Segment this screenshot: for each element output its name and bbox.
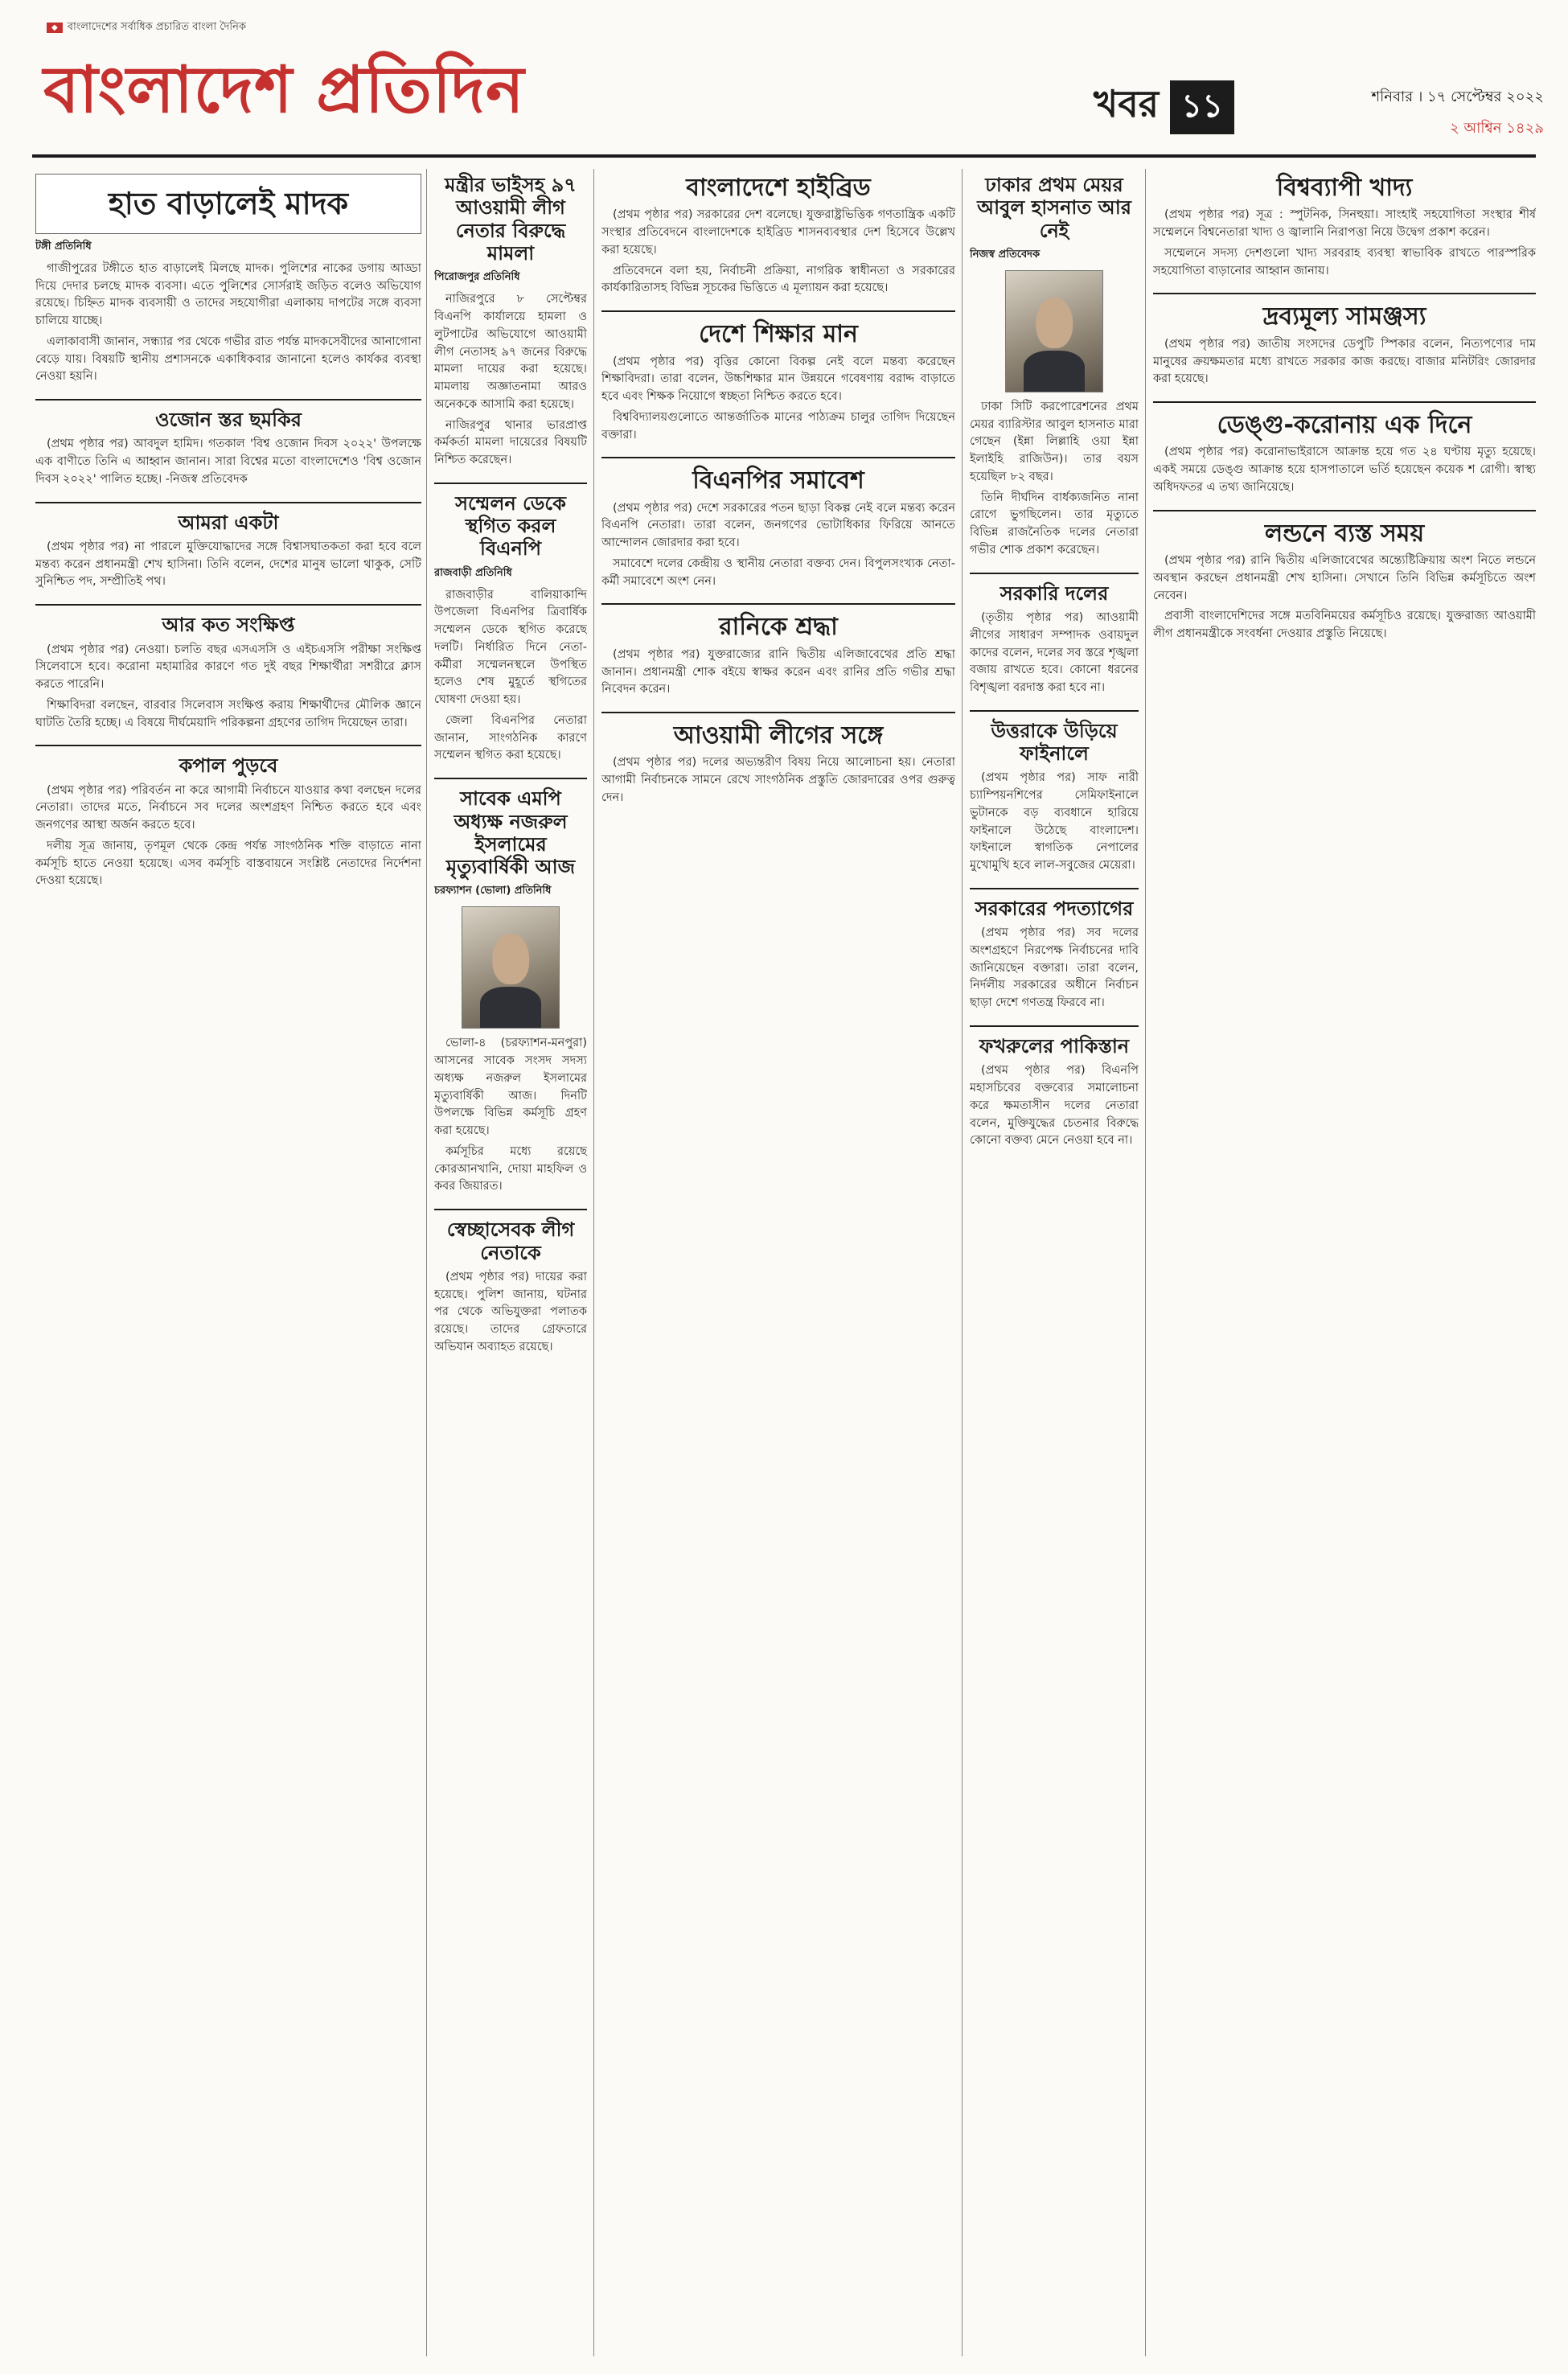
article-body bbox=[434, 1035, 587, 1196]
article-headline: দ্রব্যমূল্য সামঞ্জস্য bbox=[1262, 302, 1426, 331]
portrait-body bbox=[480, 987, 542, 1028]
paragraph: (প্রথম পৃষ্ঠার পর) সরকারের দেশ বলেছে। যুক্তরাষ্ট্রভিত্তিক গণতান্ত্রিক একটি সংস্থার প্রতিবেদনে বাংলাদেশকে হাইব্রিড শাসনব্যবস্থার দেশ হিসেবে উল্লেখ করা হয়েছে। bbox=[601, 208, 955, 257]
column-2 bbox=[434, 169, 587, 2356]
paragraph: ঢাকা সিটি করপোরেশনের প্রথম মেয়র ব্যারিস্টার আবুল হাসনাত মারা গেছেন (ইন্না লিল্লাহি ওয়া ইন্না ইলাইহি রাজিউন)। তার বয়স হয়েছিল ৮২ বছর। bbox=[970, 400, 1139, 483]
article-dengue bbox=[1153, 401, 1536, 497]
article-headline: সাবেক এমপি অধ্যক্ষ নজরুল ইসলামের মৃত্যুবার্ষিকী আজ bbox=[445, 787, 576, 879]
article-body bbox=[601, 500, 955, 591]
article-body bbox=[970, 925, 1139, 1012]
paragraph: শিক্ষাবিদরা বলছেন, বারবার সিলেবাস সংক্ষিপ্ত করায় শিক্ষার্থীদের মৌলিক জ্ঞানে ঘাটতি তৈরি হচ্ছে। এ বিষয়ে দীর্ঘমেয়াদি পরিকল্পনা গ্রহণের তাগিদ দিয়েছেন তারা। bbox=[35, 698, 421, 729]
article-headline: ঢাকার প্রথম মেয়র আবুল হাসনাত আর নেই bbox=[977, 174, 1131, 242]
article-madok bbox=[35, 174, 421, 386]
article-body bbox=[970, 399, 1139, 560]
article-headline: বাংলাদেশে হাইব্রিড bbox=[686, 174, 871, 202]
article-body bbox=[1153, 336, 1536, 388]
article-nazrul bbox=[434, 778, 587, 1196]
article-body bbox=[434, 1269, 587, 1357]
article-khadya bbox=[1153, 174, 1536, 280]
date-gregorian: শনিবার । ১৭ সেপ্টেম্বর ২০২২ bbox=[1371, 88, 1544, 105]
article-body bbox=[35, 782, 421, 891]
column-4 bbox=[970, 169, 1139, 2356]
page-number: ১১ bbox=[1170, 80, 1234, 134]
article-headline: হাত বাড়ালেই মাদক bbox=[35, 174, 421, 234]
paragraph: (প্রথম পৃষ্ঠার পর) নেওয়া। চলতি বছর এসএসসি ও এইচএসসি পরীক্ষা সংক্ষিপ্ত সিলেবাসে হবে। করোনা মহামারির কারণে গত দুই বছর শিক্ষার্থীরা সশরীরে ক্লাস করতে পারেনি। bbox=[35, 643, 421, 692]
portrait-head bbox=[492, 934, 529, 984]
paragraph: (প্রথম পৃষ্ঠার পর) আবদুল হামিদ। গতকাল 'বিশ্ব ওজোন দিবস ২০২২' উপলক্ষে এক বাণীতে তিনি এ আহ্বান জানান। সারা বিশ্বের মতো বাংলাদেশেও 'বিশ্ব ওজোন দিবস ২০২২' পালিত হচ্ছে। -নিজস্ব প্রতিবেদক bbox=[35, 437, 421, 486]
article-body bbox=[601, 354, 955, 445]
article-amra-ekta bbox=[35, 502, 421, 592]
paragraph: সম্মেলনে সদস্য দেশগুলো খাদ্য সরবরাহ ব্যবস্থা স্বাভাবিক রাখতে পারস্পরিক সহযোগিতা বাড়ানোর আহ্বান জানায়। bbox=[1153, 246, 1536, 277]
column-divider bbox=[593, 169, 594, 2356]
article-body bbox=[970, 770, 1139, 875]
article-body bbox=[601, 754, 955, 807]
article-body bbox=[434, 587, 587, 766]
article-ozone bbox=[35, 399, 421, 489]
masthead-rule bbox=[32, 154, 1536, 158]
article-mayor bbox=[970, 174, 1139, 560]
paragraph: (প্রথম পৃষ্ঠার পর) সব দলের অংশগ্রহণে নিরপেক্ষ নির্বাচনের দাবি জানিয়েছেন বক্তারা। তারা বলেন, নির্দলীয় সরকারের অধীনে নির্বাচন ছাড়া দেশে গণতন্ত্র ফিরবে না। bbox=[970, 926, 1139, 1010]
article-fakhruler bbox=[970, 1025, 1139, 1150]
paragraph: (প্রথম পৃষ্ঠার পর) দায়ের করা হয়েছে। পুলিশ জানায়, ঘটনার পর থেকে অভিযুক্তরা পলাতক রয়েছে। তাদের গ্রেফতারে অভিযান অব্যাহত রয়েছে। bbox=[434, 1270, 587, 1353]
article-body bbox=[970, 1062, 1139, 1150]
paragraph: (প্রথম পৃষ্ঠার পর) যুক্তরাজ্যের রানি দ্বিতীয় এলিজাবেথের প্রতি শ্রদ্ধা জানান। প্রধানমন্ত্রী শোক বইয়ে স্বাক্ষর করেন এবং রানির প্রতি গভীর শ্রদ্ধা নিবেদন করেন। bbox=[601, 647, 955, 696]
paragraph: দলীয় সূত্র জানায়, তৃণমূল থেকে কেন্দ্র পর্যন্ত সাংগঠনিক শক্তি বাড়াতে নানা কর্মসূচি হাতে নেওয়া হয়েছে। এসব কর্মসূচি বাস্তবায়নে সংশ্লিষ্ট নেতাদের নির্দেশনা দেওয়া হয়েছে। bbox=[35, 839, 421, 888]
article-kopal bbox=[35, 745, 421, 890]
paragraph: প্রবাসী বাংলাদেশিদের সঙ্গে মতবিনিময়ের কর্মসূচিও রয়েছে। যুক্তরাজ্য আওয়ামী লীগ প্রধানমন্ত্রীকে সংবর্ধনা দেওয়ার প্রস্তুতি নিয়েছে। bbox=[1153, 610, 1536, 641]
paragraph: ভোলা-৪ (চরফ্যাশন-মনপুরা) আসনের সাবেক সংসদ সদস্য অধ্যক্ষ নজরুল ইসলামের মৃত্যুবার্ষিকী আজ। দিনটি উপলক্ষে বিভিন্ন কর্মসূচি গ্রহণ করা হয়েছে। bbox=[434, 1037, 587, 1138]
article-body bbox=[1153, 552, 1536, 643]
article-hybrid bbox=[601, 174, 955, 298]
article-headline: সম্মেলন ডেকে স্থগিত করল বিএনপি bbox=[455, 491, 566, 561]
article-sarkari-dal bbox=[970, 573, 1139, 697]
article-drabyamulya bbox=[1153, 293, 1536, 388]
paragraph: নাজিরপুরে ৮ সেপ্টেম্বর বিএনপি কার্যালয়ে হামলা ও লুটপাটের অভিযোগে আওয়ামী লীগ নেতাসহ ৯৭ জনের বিরুদ্ধে মামলা দায়ের করা হয়েছে। মামলায় অজ্ঞাতনামা আরও অনেককে আসামি করা হয়েছে। bbox=[434, 293, 587, 411]
paragraph: তিনি দীর্ঘদিন বার্ধক্যজনিত নানা রোগে ভুগছিলেন। তার মৃত্যুতে বিভিন্ন রাজনৈতিক দলের নেতারা গভীর শোক প্রকাশ করেছেন। bbox=[970, 491, 1139, 557]
newspaper-logo: বাংলাদেশ প্রতিদিন bbox=[43, 52, 525, 127]
article-byline: রাজবাড়ী প্রতিনিধি bbox=[434, 566, 512, 579]
article-body bbox=[1153, 207, 1536, 280]
article-headline: ওজোন স্তর ছমকির bbox=[155, 409, 302, 432]
article-byline: চরফ্যাশন (ভোলা) প্রতিনিধি bbox=[434, 885, 552, 897]
paragraph: (প্রথম পৃষ্ঠার পর) পরিবর্তন না করে আগামী নির্বাচনে যাওয়ার কথা বলছেন দলের নেতারা। তাদের মতে, নির্বাচনে সব দলের অংশগ্রহণ নিশ্চিত করতে হবে এবং জনগণের আস্থা অর্জন করতে হবে। bbox=[35, 783, 421, 832]
article-byline: টঙ্গী প্রতিনিধি bbox=[35, 240, 92, 253]
article-headline: বিশ্বব্যাপী খাদ্য bbox=[1276, 174, 1413, 202]
article-body bbox=[35, 642, 421, 733]
paragraph: বিশ্ববিদ্যালয়গুলোতে আন্তর্জাতিক মানের পাঠ্যক্রম চালুর তাগিদ দিয়েছেন বক্তারা। bbox=[601, 410, 955, 442]
article-headline: বিএনপির সমাবেশ bbox=[692, 466, 864, 495]
paragraph: নাজিরপুর থানার ভারপ্রাপ্ত কর্মকর্তা মামলা দায়েরের বিষয়টি নিশ্চিত করেছেন। bbox=[434, 418, 587, 466]
article-uttara bbox=[970, 710, 1139, 875]
paragraph: রাজবাড়ীর বালিয়াকান্দি উপজেলা বিএনপির ত্রিবার্ষিক সম্মেলন ডেকে স্থগিত করেছে দলটি। নির্ধারিত দিনে নেতা-কর্মীরা সম্মেলনস্থলে উপস্থিত হলেও শেষ মুহূর্তে স্থগিতের ঘোষণা দেওয়া হয়। bbox=[434, 588, 587, 707]
column-divider bbox=[962, 169, 963, 2356]
paragraph: (প্রথম পৃষ্ঠার পর) করোনাভাইরাসে আক্রান্ত হয়ে গত ২৪ ঘণ্টায় মৃত্যু হয়েছে। একই সময়ে ডেঙ্গু আক্রান্ত হয়ে হাসপাতালে ভর্তি হয়েছেন কয়েক শ রোগী। স্বাস্থ্য অধিদফতর এ তথ্য জানিয়েছে। bbox=[1153, 446, 1536, 494]
paragraph: (প্রথম পৃষ্ঠার পর) না পারলে মুক্তিযোদ্ধাদের সঙ্গে বিশ্বাসঘাতকতা করা হবে বলে মন্তব্য করেন প্রধানমন্ত্রী শেখ হাসিনা। তিনি বলেন, দেশের মানুষ ভালো থাকুক, সেটি সুনিশ্চিত পদ, সম্প্রীতিই পথ। bbox=[35, 540, 421, 589]
article-mantri-bhai bbox=[434, 174, 587, 470]
article-body bbox=[601, 207, 955, 298]
article-headline: মন্ত্রীর ভাইসহ ৯৭ আওয়ামী লীগ নেতার বিরুদ্ধে মামলা bbox=[445, 174, 577, 265]
paragraph: (প্রথম পৃষ্ঠার পর) সাফ নারী চ্যাম্পিয়নশিপের সেমিফাইনালে ভুটানকে বড় ব্যবধানে হারিয়ে ফাইনালে উঠেছে বাংলাদেশ। ফাইনালে স্বাগতিক নেপালের মুখোমুখি হবে লাল-সবুজের মেয়েরা। bbox=[970, 771, 1139, 873]
paragraph: সমাবেশে দলের কেন্দ্রীয় ও স্থানীয় নেতারা বক্তব্য দেন। বিপুলসংখ্যক নেতা-কর্মী সমাবেশে অংশ নেন। bbox=[601, 557, 955, 588]
paragraph: জেলা বিএনপির নেতারা জানান, সাংগঠনিক কারণে সম্মেলন স্থগিত করা হয়েছে। bbox=[434, 713, 587, 762]
tagline-badge: ◆ bbox=[47, 23, 63, 33]
paragraph: (প্রথম পৃষ্ঠার পর) দেশে সরকারের পতন ছাড়া বিকল্প নেই বলে মন্তব্য করেন বিএনপি নেতারা। তারা বলেন, জনগণের ভোটাধিকার ফিরিয়ে আনতে আন্দোলন জোরদার করা হবে। bbox=[601, 501, 955, 550]
article-bnp-samabesh bbox=[601, 457, 955, 590]
article-body bbox=[434, 291, 587, 470]
article-byline: পিরোজপুর প্রতিনিধি bbox=[434, 271, 520, 284]
paragraph: (প্রথম পৃষ্ঠার পর) বৃত্তির কোনো বিকল্প নেই বলে মন্তব্য করেছেন শিক্ষাবিদরা। তারা বলেন, উচ্চশিক্ষার মান উন্নয়নে গবেষণায় বরাদ্দ বাড়াতে হবে এবং শিক্ষক নিয়োগে স্বচ্ছতা নিশ্চিত করতে হবে। bbox=[601, 355, 955, 404]
article-headline: আমরা একটা bbox=[178, 511, 279, 534]
article-headline: কপাল পুড়বে bbox=[179, 754, 278, 778]
article-headline: সরকারি দলের bbox=[999, 581, 1109, 605]
column-divider bbox=[1145, 169, 1146, 2356]
article-awami bbox=[601, 712, 955, 807]
article-headline: স্বেচ্ছাসেবক লীগ নেতাকে bbox=[446, 1218, 575, 1264]
article-sammelan bbox=[434, 483, 587, 765]
article-body bbox=[35, 261, 421, 386]
article-headline: আর কত সংক্ষিপ্ত bbox=[162, 614, 295, 637]
paragraph: কর্মসূচির মধ্যে রয়েছে কোরআনখানি, দোয়া মাহফিল ও কবর জিয়ারত। bbox=[434, 1144, 587, 1193]
article-headline: উত্তরাকে উড়িয়ে ফাইনালে bbox=[991, 719, 1118, 766]
article-body bbox=[35, 539, 421, 591]
section-name: খবর bbox=[1094, 82, 1160, 125]
paragraph: (তৃতীয় পৃষ্ঠার পর) আওয়ামী লীগের সাধারণ সম্পাদক ওবায়দুল কাদের বলেন, দলের সব স্তরে শৃঙ্খলা বজায় রাখতে হবে। কোনো ধরনের বিশৃঙ্খলা বরদাস্ত করা হবে না। bbox=[970, 611, 1139, 694]
paragraph: (প্রথম পৃষ্ঠার পর) জাতীয় সংসদের ডেপুটি স্পিকার বলেন, নিত্যপণ্যের দাম মানুষের ক্রয়ক্ষমতার মধ্যে রাখতে সরকার কাজ করছে। বাজার মনিটরিং জোরদার করা হয়েছে। bbox=[1153, 337, 1536, 386]
article-headline: ডেঙ্গু-করোনায় এক দিনে bbox=[1217, 411, 1472, 440]
date-bengali: ২ আশ্বিন ১৪২৯ bbox=[1449, 120, 1544, 137]
paragraph: (প্রথম পৃষ্ঠার পর) দলের অভ্যন্তরীণ বিষয় নিয়ে আলোচনা হয়। নেতারা আগামী নির্বাচনকে সামনে রেখে সাংগঠনিক প্রস্তুতি জোরদারের ওপর গুরুত্ব দেন। bbox=[601, 756, 955, 804]
paragraph: (প্রথম পৃষ্ঠার পর) রানি দ্বিতীয় এলিজাবেথের অন্ত্যেষ্টিক্রিয়ায় অংশ নিতে লন্ডনে অবস্থান করছেন প্রধানমন্ত্রী শেখ হাসিনা। সেখানে তিনি বিভিন্ন কর্মসূচিতে অংশ নেবেন। bbox=[1153, 554, 1536, 602]
article-shikkha bbox=[601, 310, 955, 444]
masthead bbox=[0, 0, 1568, 167]
article-london bbox=[1153, 510, 1536, 643]
article-headline: দেশে শিক্ষার মান bbox=[699, 320, 858, 349]
article-ranik bbox=[601, 603, 955, 699]
date-block bbox=[1295, 85, 1544, 142]
article-body bbox=[601, 647, 955, 699]
column-5 bbox=[1153, 169, 1536, 2356]
column-3 bbox=[601, 169, 955, 2356]
column-1 bbox=[35, 169, 421, 2356]
portrait-photo bbox=[1005, 270, 1103, 392]
article-body bbox=[1153, 444, 1536, 496]
article-headline: ফখরুলের পাকিস্তান bbox=[979, 1034, 1130, 1058]
article-body bbox=[35, 436, 421, 488]
paragraph: (প্রথম পৃষ্ঠার পর) বিএনপি মহাসচিবের বক্তব্যের সমালোচনা করে ক্ষমতাসীন দলের নেতারা বলেন, মুক্তিযুদ্ধের চেতনার বিরুদ্ধে কোনো বক্তব্য মেনে নেওয়া হবে না। bbox=[970, 1064, 1139, 1148]
portrait-photo bbox=[462, 906, 560, 1029]
article-body bbox=[970, 610, 1139, 697]
article-headline: সরকারের পদত্যাগের bbox=[975, 897, 1134, 920]
article-headline: লন্ডনে ব্যস্ত সময় bbox=[1264, 519, 1425, 548]
tagline-text: বাংলাদেশের সর্বাধিক প্রচারিত বাংলা দৈনিক bbox=[67, 21, 246, 33]
paragraph: প্রতিবেদনে বলা হয়, নির্বাচনী প্রক্রিয়া, নাগরিক স্বাধীনতা ও সরকারের কার্যকারিতাসহ বিভিন্ন সূচকের ভিত্তিতে এ মূল্যায়ন করা হয়েছে। bbox=[601, 264, 955, 295]
article-byline: নিজস্ব প্রতিবেদক bbox=[970, 248, 1041, 261]
portrait-head bbox=[1036, 298, 1073, 348]
column-divider bbox=[426, 169, 427, 2356]
masthead-tagline bbox=[47, 19, 246, 36]
paragraph: এলাকাবাসী জানান, সন্ধ্যার পর থেকে গভীর রাত পর্যন্ত মাদকসেবীদের আনাগোনা বেড়ে যায়। বিষয়টি স্থানীয় প্রশাসনকে একাধিকবার জানানো হলেও কার্যকর ব্যবস্থা নেওয়া হয়নি। bbox=[35, 335, 421, 384]
paragraph: (প্রথম পৃষ্ঠার পর) সূত্র : স্পুটনিক, সিনহুয়া। সাংহাই সহযোগিতা সংস্থার শীর্ষ সম্মেলনে বিশ্বনেতারা খাদ্য ও জ্বালানি নিরাপত্তা নিয়ে উদ্বেগ প্রকাশ করেন। bbox=[1153, 208, 1536, 240]
article-headline: আওয়ামী লীগের সঙ্গে bbox=[673, 721, 884, 750]
paragraph: গাজীপুরের টঙ্গীতে হাত বাড়ালেই মিলছে মাদক। পুলিশের নাকের ডগায় আড্ডা দিয়ে দেদার চলছে মাদক ব্যবসা। এতে পুলিশের সোর্সরাই জড়িত বলেও অভিযোগ রয়েছে। চিহ্নিত মাদক ব্যবসায়ী ও তাদের সহযোগীরা এলাকায় দাপটের সঙ্গে ব্যবসা চালিয়ে যাচ্ছে। bbox=[35, 261, 421, 328]
article-sarkarer bbox=[970, 888, 1139, 1012]
article-sankshipto bbox=[35, 604, 421, 732]
article-headline: রানিকে শ্রদ্ধা bbox=[719, 613, 838, 642]
article-swechchhasebak bbox=[434, 1209, 587, 1356]
portrait-body bbox=[1024, 351, 1086, 392]
